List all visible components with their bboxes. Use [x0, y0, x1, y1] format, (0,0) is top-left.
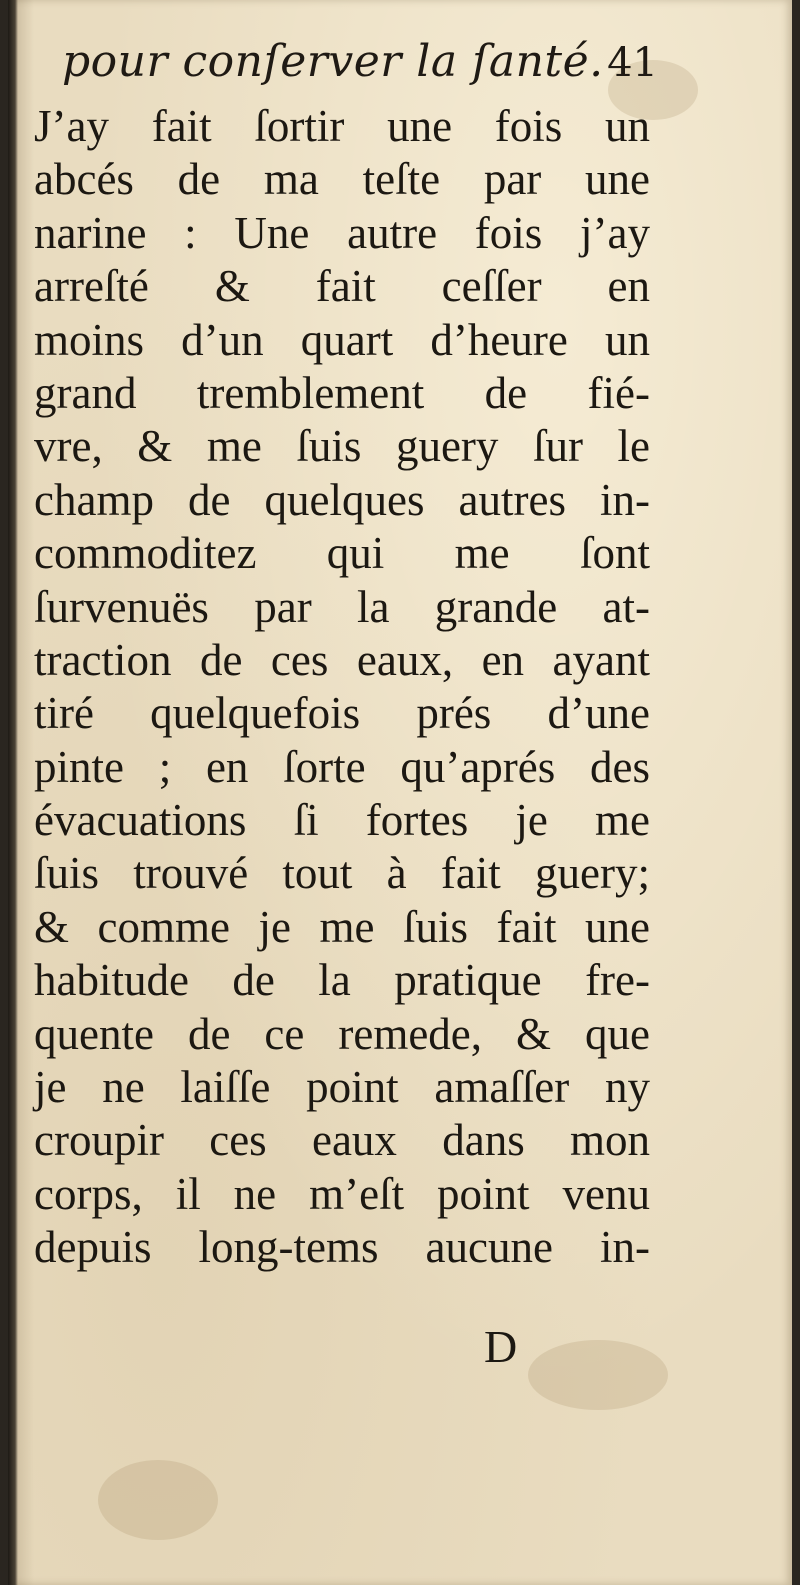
- text-line: évacuations ſi fortes je me: [34, 795, 650, 846]
- text-line: abcés de ma teſte par une: [34, 154, 650, 205]
- text-line: depuis long-tems aucune in-: [34, 1222, 650, 1273]
- text-line: traction de ces eaux, en ayant: [34, 634, 650, 685]
- page-header: [62, 36, 658, 96]
- text-line: grand tremblement de fié-: [34, 367, 650, 418]
- signature-mark: D: [484, 1321, 518, 1372]
- text-line: habitude de la pratique fre-: [34, 955, 650, 1006]
- text-line: quente de ce remede, & que: [34, 1008, 650, 1059]
- paper-stain: [528, 1340, 668, 1410]
- text-line: tiré quelquefois prés d’une: [34, 688, 650, 739]
- paper-stain: [98, 1460, 218, 1540]
- body-text: [34, 100, 650, 1275]
- text-line: ſuis trouvé tout à fait guery;: [34, 848, 650, 899]
- running-title: pour conſerver la ſanté.: [62, 36, 604, 87]
- text-line: corps, il ne m’eſt point venu: [34, 1168, 650, 1219]
- text-line: narine : Une autre fois j’ay: [34, 207, 650, 258]
- book-spine-edge: [8, 0, 18, 1585]
- text-line: croupir ces eaux dans mon: [34, 1115, 650, 1166]
- text-line: pinte ; en ſorte qu’aprés des: [34, 741, 650, 792]
- text-line: champ de quelques autres in-: [34, 474, 650, 525]
- text-line: commoditez qui me ſont: [34, 528, 650, 579]
- text-line: moins d’un quart d’heure un: [34, 314, 650, 365]
- page-number: 41: [607, 40, 658, 86]
- book-page: [8, 0, 792, 1585]
- text-line: vre, & me ſuis guery ſur le: [34, 421, 650, 472]
- text-line: ſurvenuës par la grande at-: [34, 581, 650, 632]
- text-line: arreſté & fait ceſſer en: [34, 261, 650, 312]
- text-line: J’ay fait ſortir une fois un: [34, 101, 650, 151]
- text-line: je ne laiſſe point amaſſer ny: [34, 1062, 650, 1113]
- text-line: & comme je me ſuis fait une: [34, 901, 650, 952]
